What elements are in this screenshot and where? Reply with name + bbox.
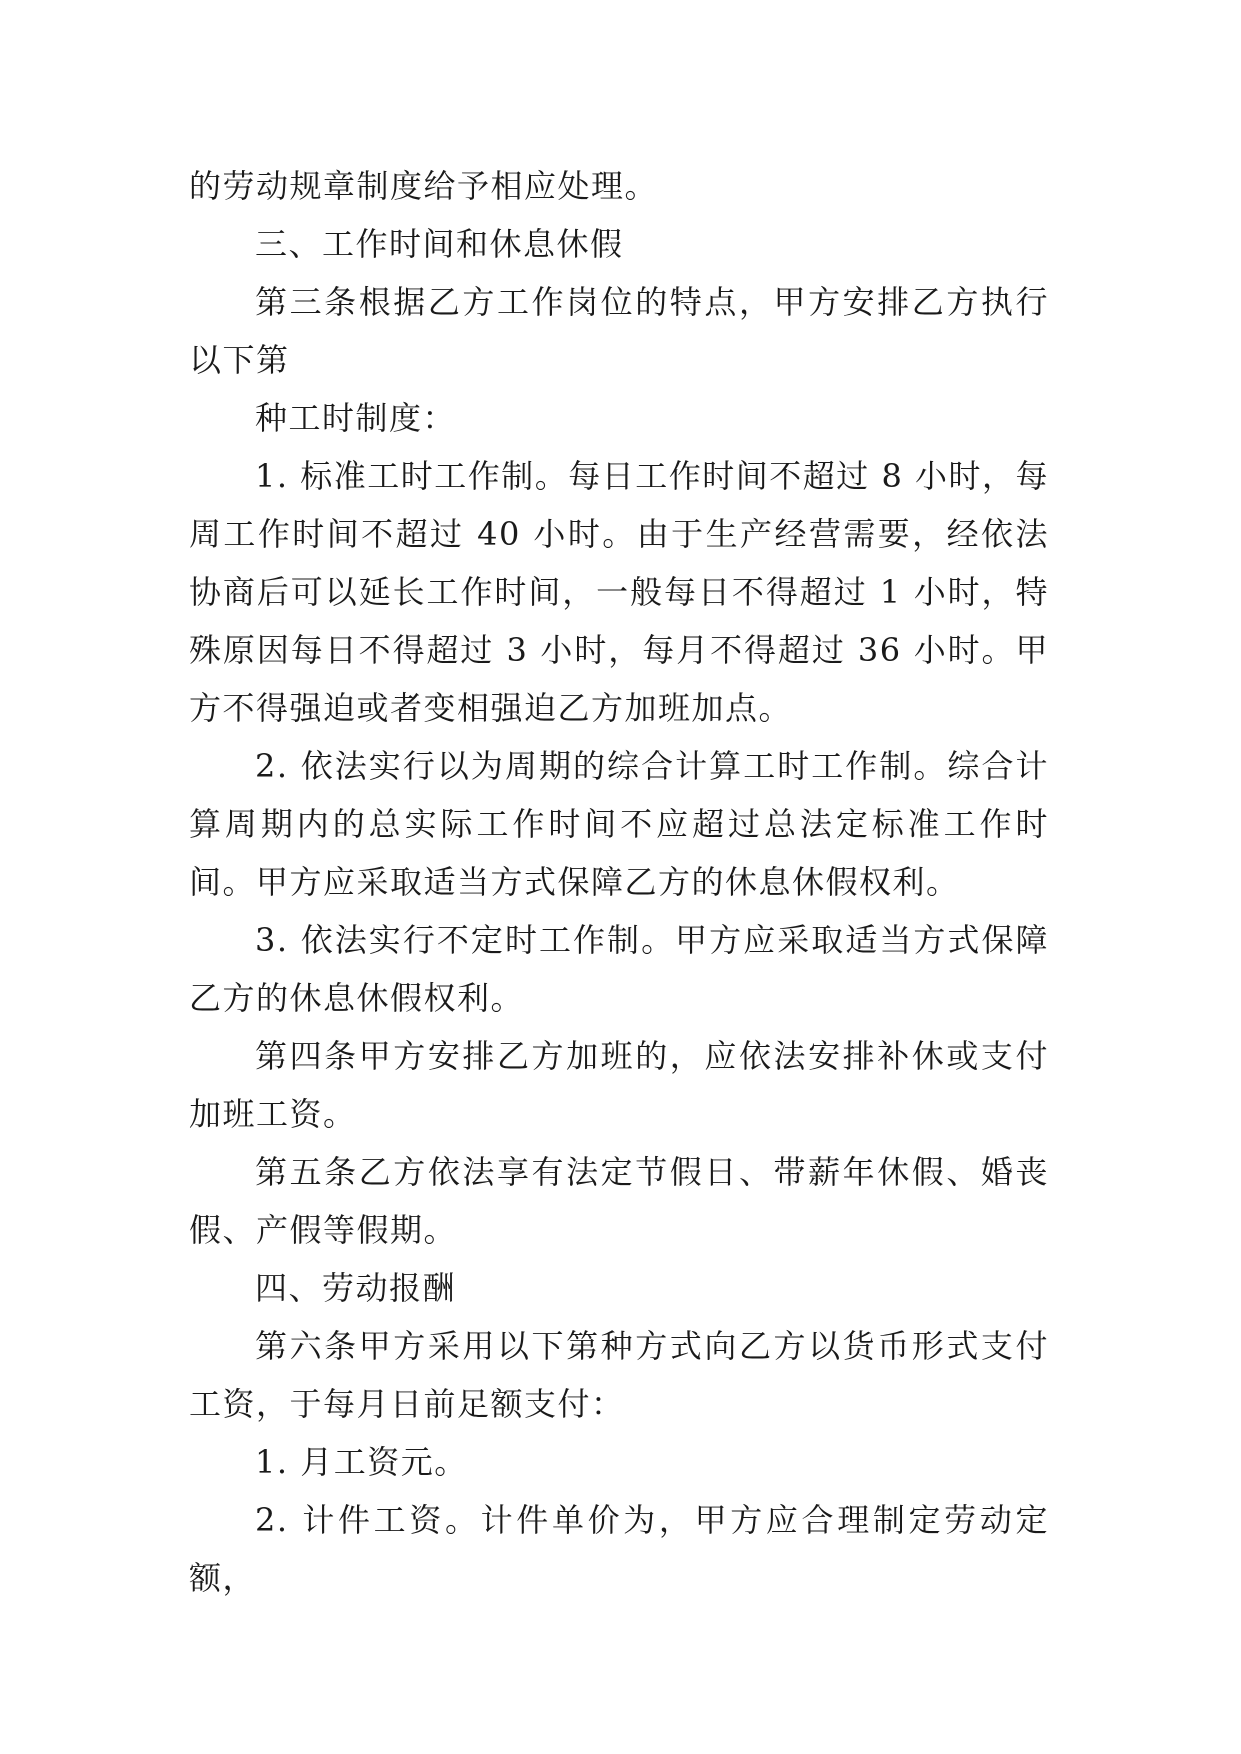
document-body: [189, 157, 1049, 1607]
clause-flexible-hours: 3. 依法实行不定时工作制。甲方应采取适当方式保障乙方的休息休假权利。: [189, 921, 1049, 1017]
article-5: 第五条乙方依法享有法定节假日、带薪年休假、婚丧假、产假等假期。: [189, 1153, 1049, 1249]
clause-comprehensive-hours: 2. 依法实行以为周期的综合计算工时工作制。综合计算周期内的总实际工作时间不应超过总法定标准工作时间。甲方应采取适当方式保障乙方的休息休假权利。: [189, 747, 1049, 901]
section-heading-remuneration: 四、劳动报酬: [255, 1269, 457, 1307]
article-3: 第三条根据乙方工作岗位的特点，甲方安排乙方执行以下第: [189, 283, 1049, 379]
clause-monthly-wage: 1. 月工资元。: [255, 1443, 468, 1481]
article-4: 第四条甲方安排乙方加班的，应依法安排补休或支付加班工资。: [189, 1037, 1049, 1133]
clause-standard-hours: 1. 标准工时工作制。每日工作时间不超过 8 小时，每周工作时间不超过 40 小时。由于生产经营需要，经依法协商后可以延长工作时间，一般每日不得超过 1 小时，特殊原因每日不得超过 3 小时，每月不得超过 36 小时。甲方不得强迫或者变相强迫乙方加班加点。: [189, 457, 1049, 727]
article-3-continuation: 种工时制度：: [255, 399, 457, 437]
article-6: 第六条甲方采用以下第种方式向乙方以货币形式支付工资，于每月日前足额支付：: [189, 1327, 1049, 1423]
clause-piece-wage: 2. 计件工资。计件单价为，甲方应合理制定劳动定额，: [189, 1501, 1049, 1597]
section-heading-working-hours: 三、工作时间和休息休假: [255, 225, 624, 263]
paragraph-continuation: 的劳动规章制度给予相应处理。: [189, 167, 659, 205]
